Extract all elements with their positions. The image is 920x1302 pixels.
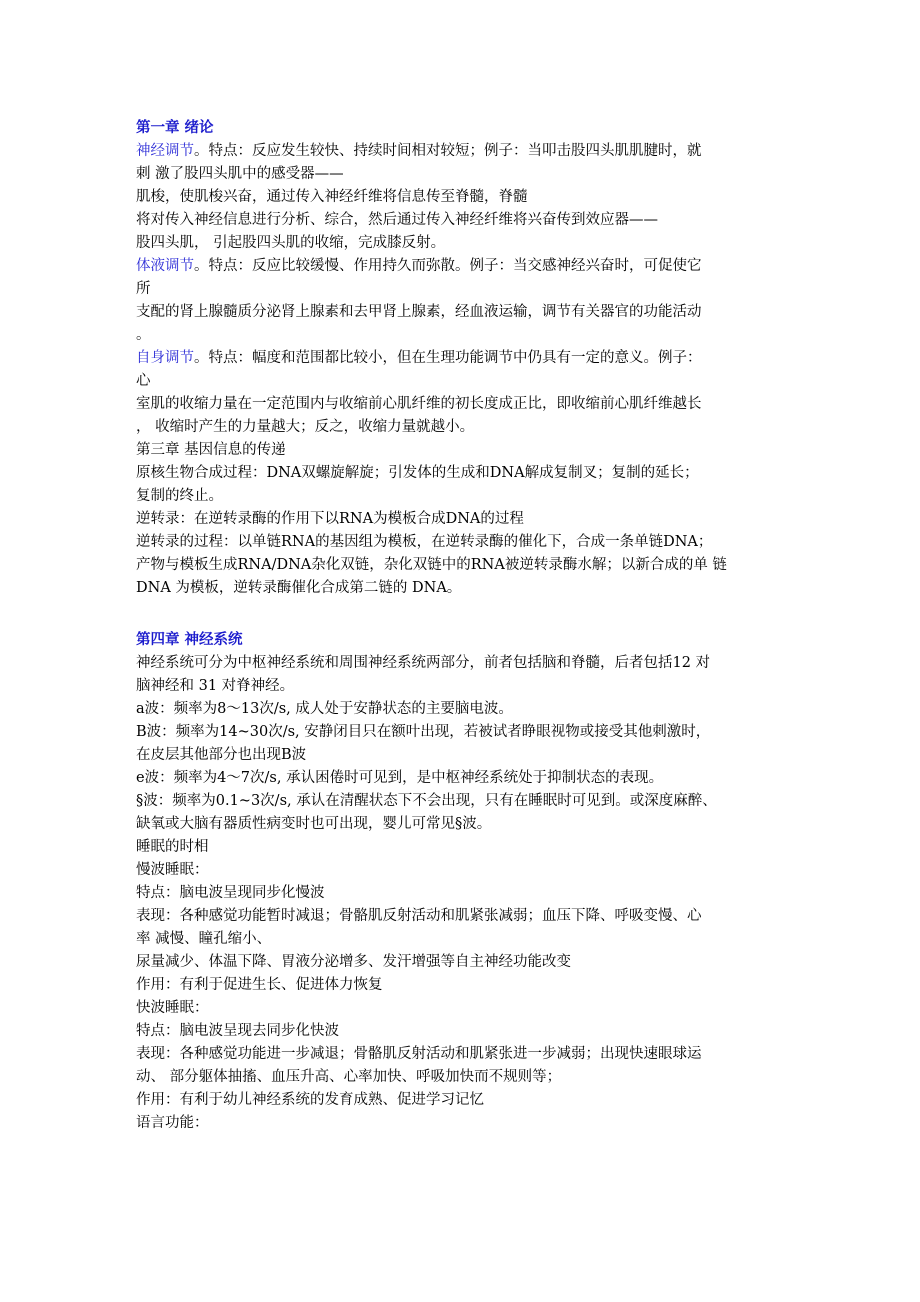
chapter4-line: §波：频率为0.1~3次/s, 承认在清醒状态下不会出现，只有在睡眠时可见到。或深度麻醉、 — [136, 793, 717, 809]
chapter4-line: 慢波睡眠： — [136, 862, 209, 878]
chapter4-line: 在皮层其他部分也出现B波 — [136, 747, 307, 763]
chapter3-line: 逆转录：在逆转录酶的作用下以RNA为模板合成DNA的过程 — [136, 511, 524, 527]
chapter4-line: 表现：各种感觉功能暂时减退；骨骼肌反射活动和肌紧张减弱；血压下降、呼吸变慢、心 — [136, 908, 702, 924]
chapter3-line: 原核生物合成过程：DNA双螺旋解旋；引发体的生成和DNA解成复制叉；复制的延长； — [136, 465, 699, 481]
auto-regulation-line4: ， 收缩时产生的力量越大；反之，收缩力量就越小。 — [136, 419, 475, 435]
chapter4-line: 动、 部分躯体抽搐、血压升高、心率加快、呼吸加快而不规则等； — [136, 1069, 562, 1085]
chapter4-line: 快波睡眠： — [136, 1000, 209, 1016]
neural-regulation-term: 神经调节 — [136, 143, 194, 159]
neural-regulation-line2: 刺 激了股四头肌中的感受器—— — [136, 166, 344, 182]
humoral-regulation-line2: 所 — [136, 281, 151, 297]
chapter4-line: 脑神经和 31 对脊神经。 — [136, 678, 295, 694]
neural-regulation-text: 。特点：反应发生较快、持续时间相对较短；例子：当叩击股四头肌肌腱时，就 — [194, 143, 702, 159]
auto-regulation-term: 自身调节 — [136, 350, 194, 366]
chapter1-heading: 第一章 绪论 — [136, 119, 214, 136]
chapter4-line: B波：频率为14~30次/s, 安静闭目只在额叶出现，若被试者睁眼视物或接受其他刺激时， — [136, 724, 711, 740]
chapter4-line: 语言功能： — [136, 1115, 209, 1131]
chapter3-line: 复制的终止。 — [136, 488, 223, 504]
chapter4-line: 作用：有利于幼儿神经系统的发育成熟、促进学习记忆 — [136, 1092, 484, 1108]
neural-regulation-line3: 肌梭，使肌梭兴奋，通过传入神经纤维将信息传至脊髓，脊髓 — [136, 189, 528, 205]
chapter4-line: 率 减慢、瞳孔缩小、 — [136, 931, 272, 947]
chapter4-line: 作用：有利于促进生长、促进体力恢复 — [136, 977, 383, 993]
humoral-regulation-term: 体液调节 — [136, 258, 194, 274]
chapter4-line: 表现：各种感觉功能进一步减退；骨骼肌反射活动和肌紧张进一步减弱；出现快速眼球运 — [136, 1046, 702, 1062]
humoral-regulation-text: 。特点：反应比较缓慢、作用持久而弥散。例子：当交感神经兴奋时，可促使它 — [194, 258, 702, 274]
chapter4-line: 神经系统可分为中枢神经系统和周围神经系统两部分，前者包括脑和脊髓，后者包括12 对 — [136, 655, 711, 671]
chapter3-line: DNA 为模板，逆转录酶催化合成第二链的 DNA。 — [136, 580, 462, 596]
neural-regulation-line5: 股四头肌， 引起股四头肌的收缩，完成膝反射。 — [136, 235, 446, 251]
humoral-regulation-line3: 支配的肾上腺髓质分泌肾上腺素和去甲肾上腺素，经血液运输，调节有关器官的功能活动 — [136, 304, 702, 320]
humoral-regulation-line1 — [136, 255, 702, 277]
chapter3-line: 产物与模板生成RNA/DNA杂化双链，杂化双链中的RNA被逆转录酶水解；以新合成的单 链 — [136, 557, 727, 573]
chapter4-line: 特点：脑电波呈现去同步化快波 — [136, 1023, 339, 1039]
chapter4-line: 尿量减少、体温下降、胃液分泌增多、发汗增强等自主神经功能改变 — [136, 954, 571, 970]
humoral-regulation-line4: 。 — [136, 327, 151, 343]
auto-regulation-line3: 室肌的收缩力量在一定范围内与收缩前心肌纤维的初长度成正比，即收缩前心肌纤维越长 — [136, 396, 702, 412]
chapter3-heading: 第三章 基因信息的传递 — [136, 442, 286, 458]
chapter4-heading: 第四章 神经系统 — [136, 631, 243, 648]
auto-regulation-line1 — [136, 347, 702, 369]
chapter4-line: 缺氧或大脑有器质性病变时也可出现，婴儿可常见§波。 — [136, 816, 492, 832]
auto-regulation-line2: 心 — [136, 373, 151, 389]
chapter4-line: 睡眠的时相 — [136, 839, 209, 855]
neural-regulation-line4: 将对传入神经信息进行分析、综合，然后通过传入神经纤维将兴奋传到效应器—— — [136, 212, 658, 228]
chapter4-line: e波：频率为4～7次/s, 承认困倦时可见到，是中枢神经系统处于抑制状态的表现。 — [136, 770, 664, 786]
chapter4-line: 特点：脑电波呈现同步化慢波 — [136, 885, 325, 901]
chapter3-line: 逆转录的过程：以单链RNA的基因组为模板，在逆转录酶的催化下，合成一条单链DNA； — [136, 534, 713, 550]
chapter4-line: a波：频率为8～13次/s, 成人处于安静状态的主要脑电波。 — [136, 701, 513, 717]
neural-regulation-line1 — [136, 140, 702, 162]
auto-regulation-text: 。特点：幅度和范围都比较小，但在生理功能调节中仍具有一定的意义。例子： — [194, 350, 702, 366]
